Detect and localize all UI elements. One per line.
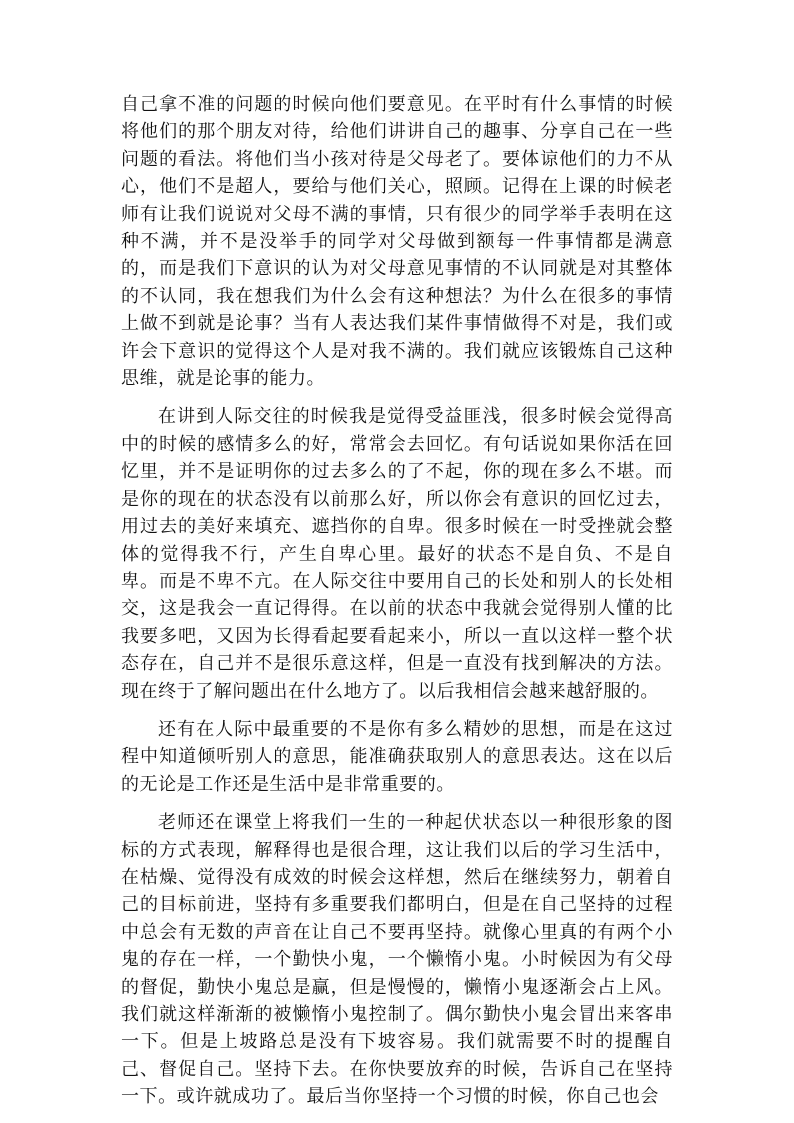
document-page — [121, 91, 673, 1122]
paragraph-1: 自己拿不准的问题的时候向他们要意见。在平时有什么事情的时候将他们的那个朋友对待，给他们讲讲自己的趣事、分享自己在一些问题的看法。将他们当小孩对待是父母老了。要体谅他们的力不从心，他们不是超人，要给与他们关心，照顾。记得在上课的时候老师有让我们说说对父母不满的事情，只有很少的同学举手表明在这种不满，并不是没举手的同学对父母做到额每一件事情都是满意的，而是我们下意识的认为对父母意见事情的不认同就是对其整体的不认同，我在想我们为什么会有这种想法？为什么在很多的事情上做不到就是论事？当有人表达我们某件事情做得不对是，我们或许会下意识的觉得这个人是对我不满的。我们就应该锻炼自己这种思维，就是论事的能力。 — [121, 94, 673, 390]
paragraph-3: 还有在人际中最重要的不是你有多么精妙的思想，而是在这过程中知道倾听别人的意思，能准确获取别人的意思表达。这在以后的无论是工作还是生活中是非常重要的。 — [121, 718, 673, 795]
paragraph-4: 老师还在课堂上将我们一生的一种起伏状态以一种很形象的图标的方式表现，解释得也是很合理，这让我们以后的学习生活中，在枯燥、觉得没有成效的时候会这样想，然后在继续努力，朝着自己的目标前进，坚持有多重要我们都明白，但是在自己坚持的过程中总会有无数的声音在让自己不要再坚持。就像心里真的有两个小鬼的存在一样，一个勤快小鬼，一个懒惰小鬼。小时候因为有父母的督促，勤快小鬼总是赢，但是慢慢的，懒惰小鬼逐渐会占上风。我们就这样渐渐的被懒惰小鬼控制了。偶尔勤快小鬼会冒出来客串一下。但是上坡路总是没有下坡容易。我们就需要不时的提醒自己、督促自己。坚持下去。在你快要放弃的时候，告诉自己在坚持一下。或许就成功了。最后当你坚持一个习惯的时候，你自己也会 — [121, 812, 673, 1108]
paragraph-2: 在讲到人际交往的时候我是觉得受益匪浅，很多时候会觉得高中的时候的感情多么的好，常常会去回忆。有句话说如果你活在回忆里，并不是证明你的过去多么的了不起，你的现在多么不堪。而是你的现在的状态没有以前那么好，所以你会有意识的回忆过去，用过去的美好来填充、遮挡你的自卑。很多时候在一时受挫就会整体的觉得我不行，产生自卑心里。最好的状态不是自负、不是自卑。而是不卑不亢。在人际交往中要用自己的长处和别人的长处相交，这是我会一直记得得。在以前的状态中我就会觉得别人懂的比我要多吧，又因为长得看起要看起来小，所以一直以这样一整个状态存在，自己并不是很乐意这样，但是一直没有找到解决的方法。现在终于了解问题出在什么地方了。以后我相信会越来越舒服的。 — [121, 406, 673, 702]
